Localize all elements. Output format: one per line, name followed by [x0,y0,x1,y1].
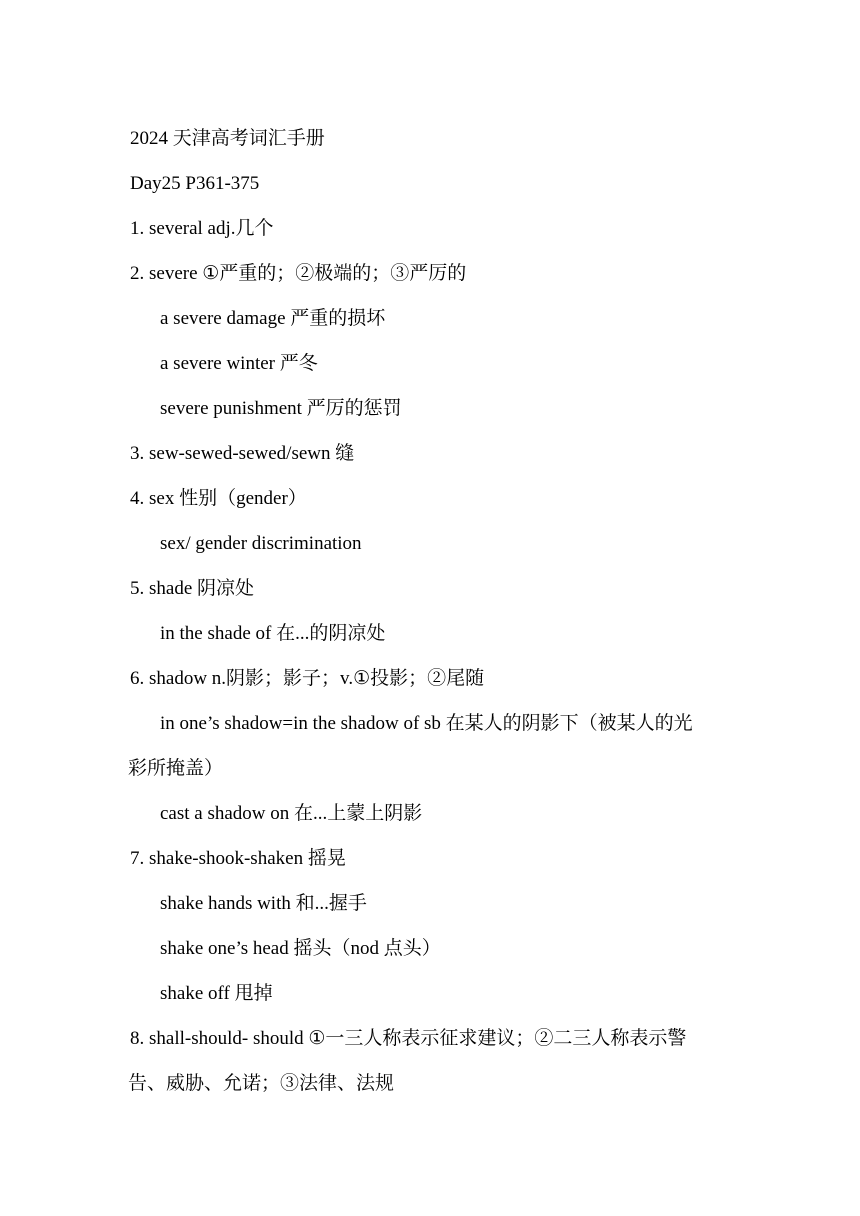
entry-shall: 8. shall-should- should ①一三人称表示征求建议；②二三人称表示警 [130,1028,687,1049]
example-in-the-shade-of: in the shade of 在...的阴凉处 [160,623,386,644]
entry-sex: 4. sex 性别（gender） [130,488,307,509]
example-shake-off: shake off 甩掉 [160,983,273,1004]
example-in-ones-shadow: in one’s shadow=in the shadow of sb 在某人的阴影下（被某人的光 [160,713,693,734]
example-cast-a-shadow-on: cast a shadow on 在...上蒙上阴影 [160,803,423,824]
entry-sew: 3. sew-sewed-sewed/sewn 缝 [130,443,355,464]
example-in-ones-shadow-continued: 彩所掩盖） [128,758,224,779]
entry-shade: 5. shade 阴凉处 [130,578,255,599]
entry-several: 1. several adj.几个 [130,218,274,239]
document-body [130,116,740,1106]
example-shake-ones-head: shake one’s head 摇头（nod 点头） [160,938,441,959]
entry-shall-continued: 告、威胁、允诺；③法律、法规 [128,1073,395,1094]
document-title: 2024 天津高考词汇手册 [130,128,325,149]
example-severe-damage: a severe damage 严重的损坏 [160,308,386,329]
example-severe-punishment: severe punishment 严厉的惩罚 [160,398,402,419]
example-severe-winter: a severe winter 严冬 [160,353,318,374]
entry-severe: 2. severe ①严重的；②极端的；③严厉的 [130,263,467,284]
example-sex-discrimination: sex/ gender discrimination [160,533,362,554]
entry-shake: 7. shake-shook-shaken 摇晃 [130,848,346,869]
entry-shadow: 6. shadow n.阴影；影子；v.①投影；②尾随 [130,668,485,689]
example-shake-hands-with: shake hands with 和...握手 [160,893,367,914]
day-heading: Day25 P361-375 [130,173,260,194]
